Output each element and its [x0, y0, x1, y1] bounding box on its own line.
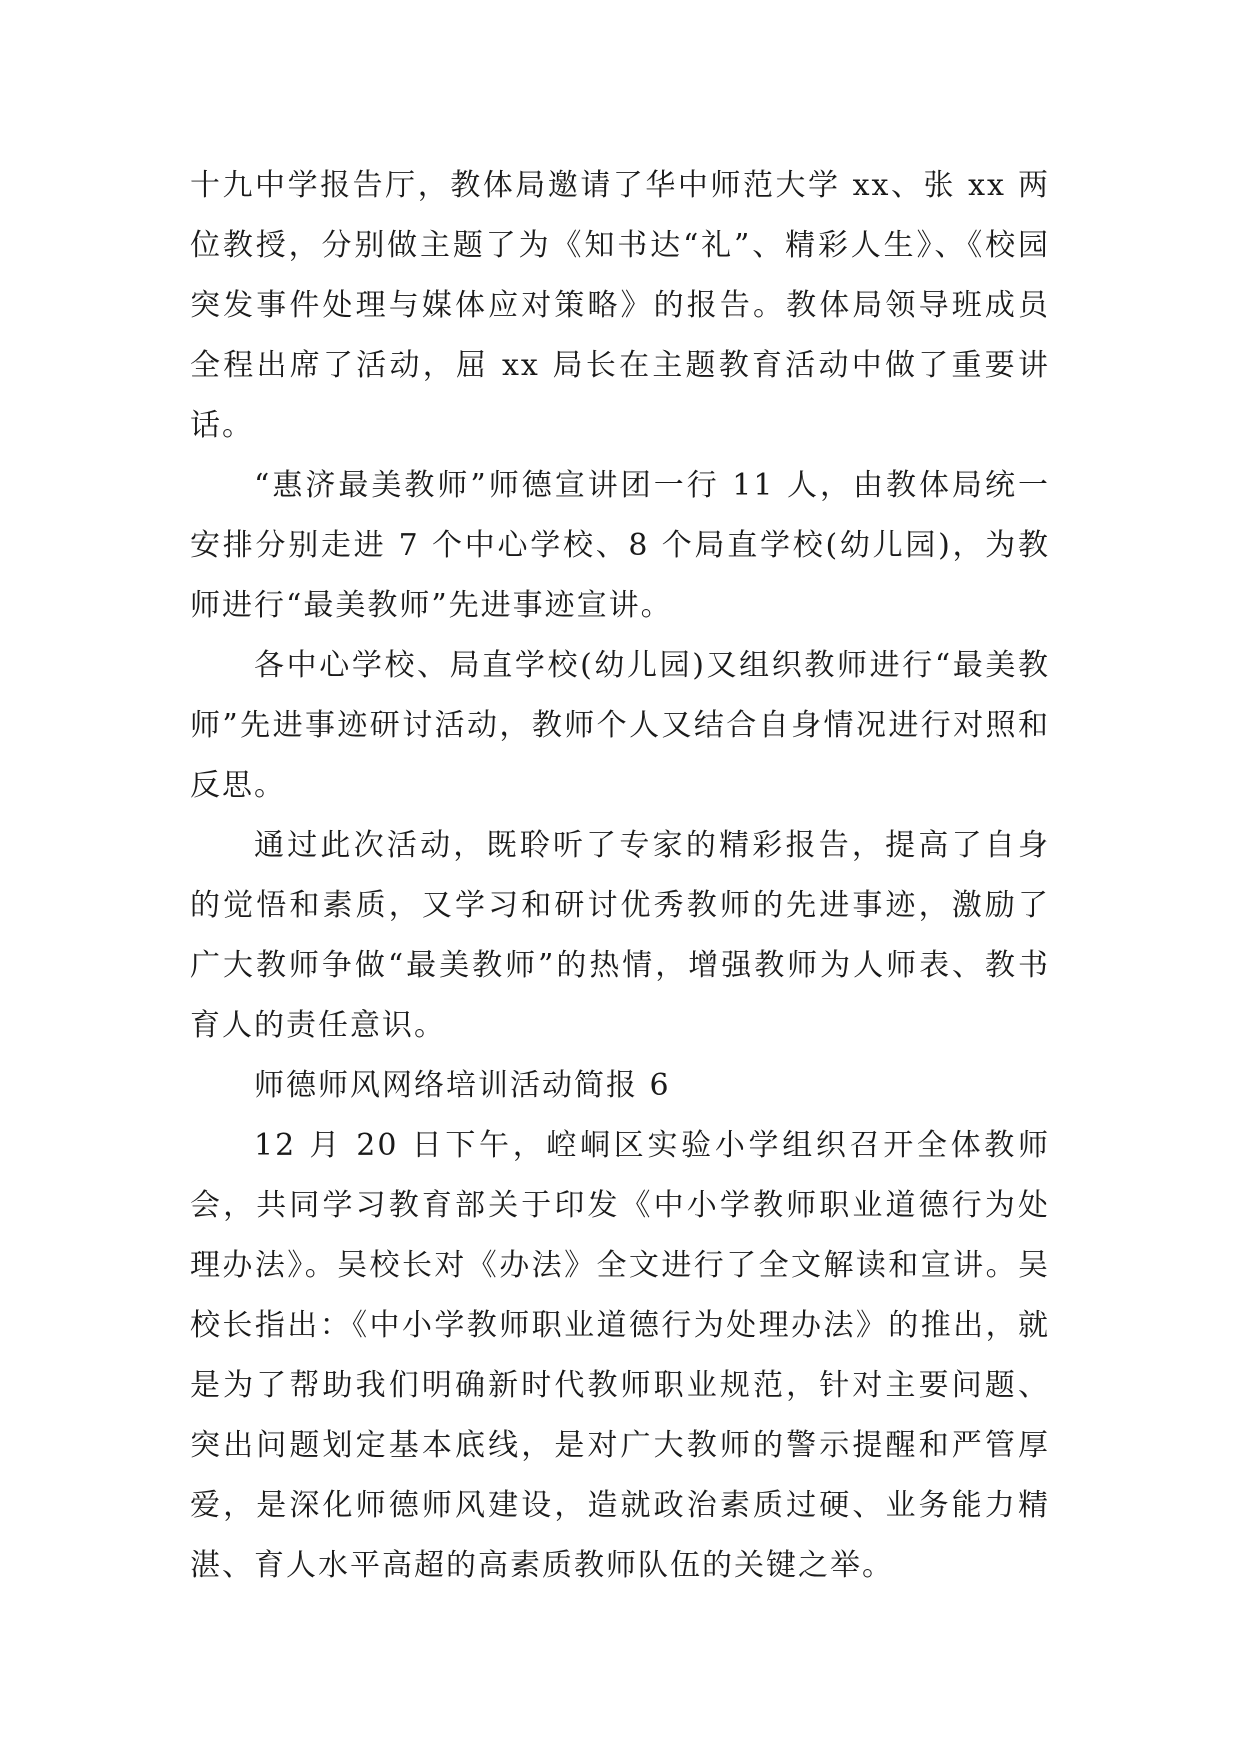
- section-heading: 师德师风网络培训活动简报 6: [254, 1068, 671, 1103]
- paragraph-3: 各中心学校、局直学校(幼儿园)又组织教师进行“最美教师”先进事迹研讨活动，教师个人又结合自身情况进行对照和反思。: [190, 648, 1050, 803]
- document-body: [190, 156, 1050, 1596]
- paragraph-2: “惠济最美教师”师德宣讲团一行 11 人，由教体局统一安排分别走进 7 个中心学校、8 个局直学校(幼儿园)，为教师进行“最美教师”先进事迹宣讲。: [190, 468, 1050, 623]
- section-paragraph-1: 12 月 20 日下午，崆峒区实验小学组织召开全体教师会，共同学习教育部关于印发《中小学教师职业道德行为处理办法》。吴校长对《办法》全文进行了全文解读和宣讲。吴校长指出：《中小学教师职业道德行为处理办法》的推出，就是为了帮助我们明确新时代教师职业规范，针对主要问题、突出问题划定基本底线，是对广大教师的警示提醒和严管厚爱，是深化师德师风建设，造就政治素质过硬、业务能力精湛、育人水平高超的高素质教师队伍的关键之举。: [190, 1128, 1050, 1583]
- paragraph-4: 通过此次活动，既聆听了专家的精彩报告，提高了自身的觉悟和素质，又学习和研讨优秀教师的先进事迹，激励了广大教师争做“最美教师”的热情，增强教师为人师表、教书育人的责任意识。: [190, 828, 1050, 1043]
- paragraph-1: 十九中学报告厅，教体局邀请了华中师范大学 xx、张 xx 两位教授，分别做主题了为《知书达“礼”、精彩人生》、《校园突发事件处理与媒体应对策略》的报告。教体局领导班成员全程出席了活动，屈 xx 局长在主题教育活动中做了重要讲话。: [190, 168, 1050, 443]
